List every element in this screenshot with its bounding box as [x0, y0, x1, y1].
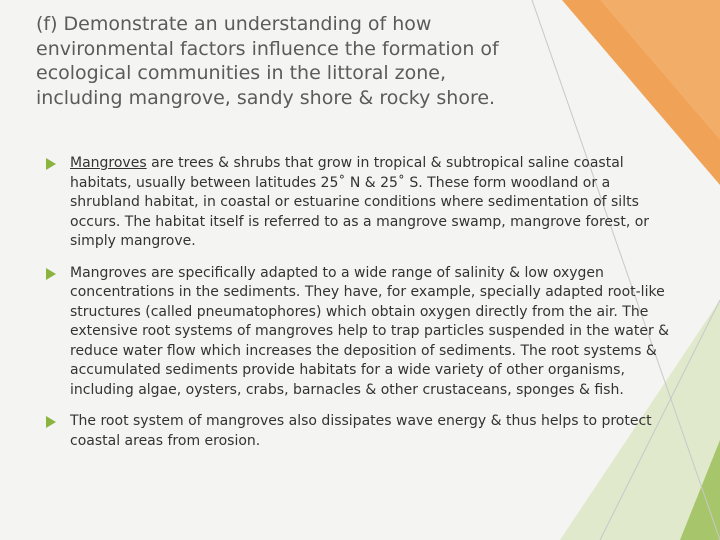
- bullet-item-mangroves-definition: [0, 154, 720, 252]
- term-mangroves: Mangroves: [70, 155, 147, 171]
- bullet-text: The root system of mangroves also dissipates wave energy & thus helps to protect coastal areas from erosion.: [70, 413, 652, 449]
- slide-title: (f) Demonstrate an understanding of how environmental factors influence the formation of ecological communities in the littoral zone, including mangrove, sandy shore & rocky shore.: [36, 13, 499, 109]
- bullet-item-mangroves-adaptations: [0, 264, 720, 401]
- bullet-list: [0, 154, 720, 463]
- orange-triangle-highlight-shape: [600, 0, 720, 140]
- bullet-arrow-icon: [46, 268, 56, 280]
- bullet-text: are trees & shrubs that grow in tropical & subtropical saline coastal habitats, usually between latitudes 25˚ N & 25˚ S. These form woodland or a shrubland habitat, in coastal or estuarine conditions where sedimentation of silts occurs. The habitat itself is referred to as a mangrove swamp, mangrove forest, or simply mangrove.: [70, 155, 650, 249]
- bullet-text: Mangroves are specifically adapted to a wide range of salinity & low oxygen concentrations in the sediments. They have, for example, specially adapted root-like structures (called pneumatophores) which obtain oxygen directly from the air. The extensive root systems of mangroves help to trap particles suspended in the water & reduce water flow which increases the deposition of sediments. The root systems & accumulated sediments provide habitats for a wide variety of other organisms, including algae, oysters, crabs, barnacles & other crustaceans, sponges & fish.: [70, 264, 670, 398]
- bullet-arrow-icon: [46, 158, 56, 170]
- bullet-arrow-icon: [46, 416, 56, 428]
- bullet-item-mangroves-erosion: [0, 412, 720, 451]
